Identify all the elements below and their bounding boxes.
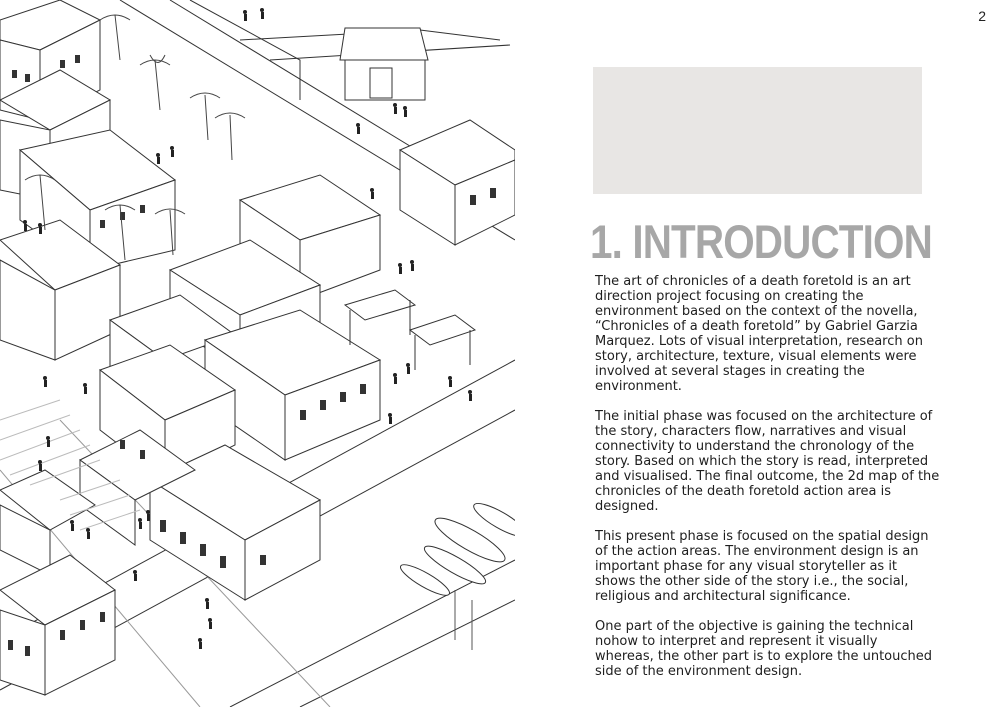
article-body (595, 274, 940, 694)
paragraph: This present phase is focused on the spatial design of the action areas. The environment design is an important phase for any visual storyteller as it shows the other side of the story i.e., the social, religious and architectural significance. (595, 529, 929, 604)
paragraph: The initial phase was focused on the architecture of the story, characters flow, narratives and visual connectivity to understand the chronology of the story. Based on which the story is read, interpreted and visualised. The final outcome, the 2d map of the chronicles of the death foretold action area is designed. (595, 409, 940, 514)
page-number: 2 (978, 8, 986, 24)
section-heading: 1. INTRODUCTION (590, 215, 932, 268)
paragraph: One part of the objective is gaining the technical nohow to interpret and represent it visually whereas, the other part is to explore the untouched side of the environment design. (595, 619, 932, 679)
image-placeholder (593, 67, 922, 194)
paragraph: The art of chronicles of a death foretold is an art direction project focusing on creating the environment based on the context of the novella, “Chronicles of a death foretold” by Gabriel Garzia Marquez. Lots of visual interpretation, research on story, architecture, texture, visual elements were involved at several stages in creating the environment. (595, 274, 923, 394)
